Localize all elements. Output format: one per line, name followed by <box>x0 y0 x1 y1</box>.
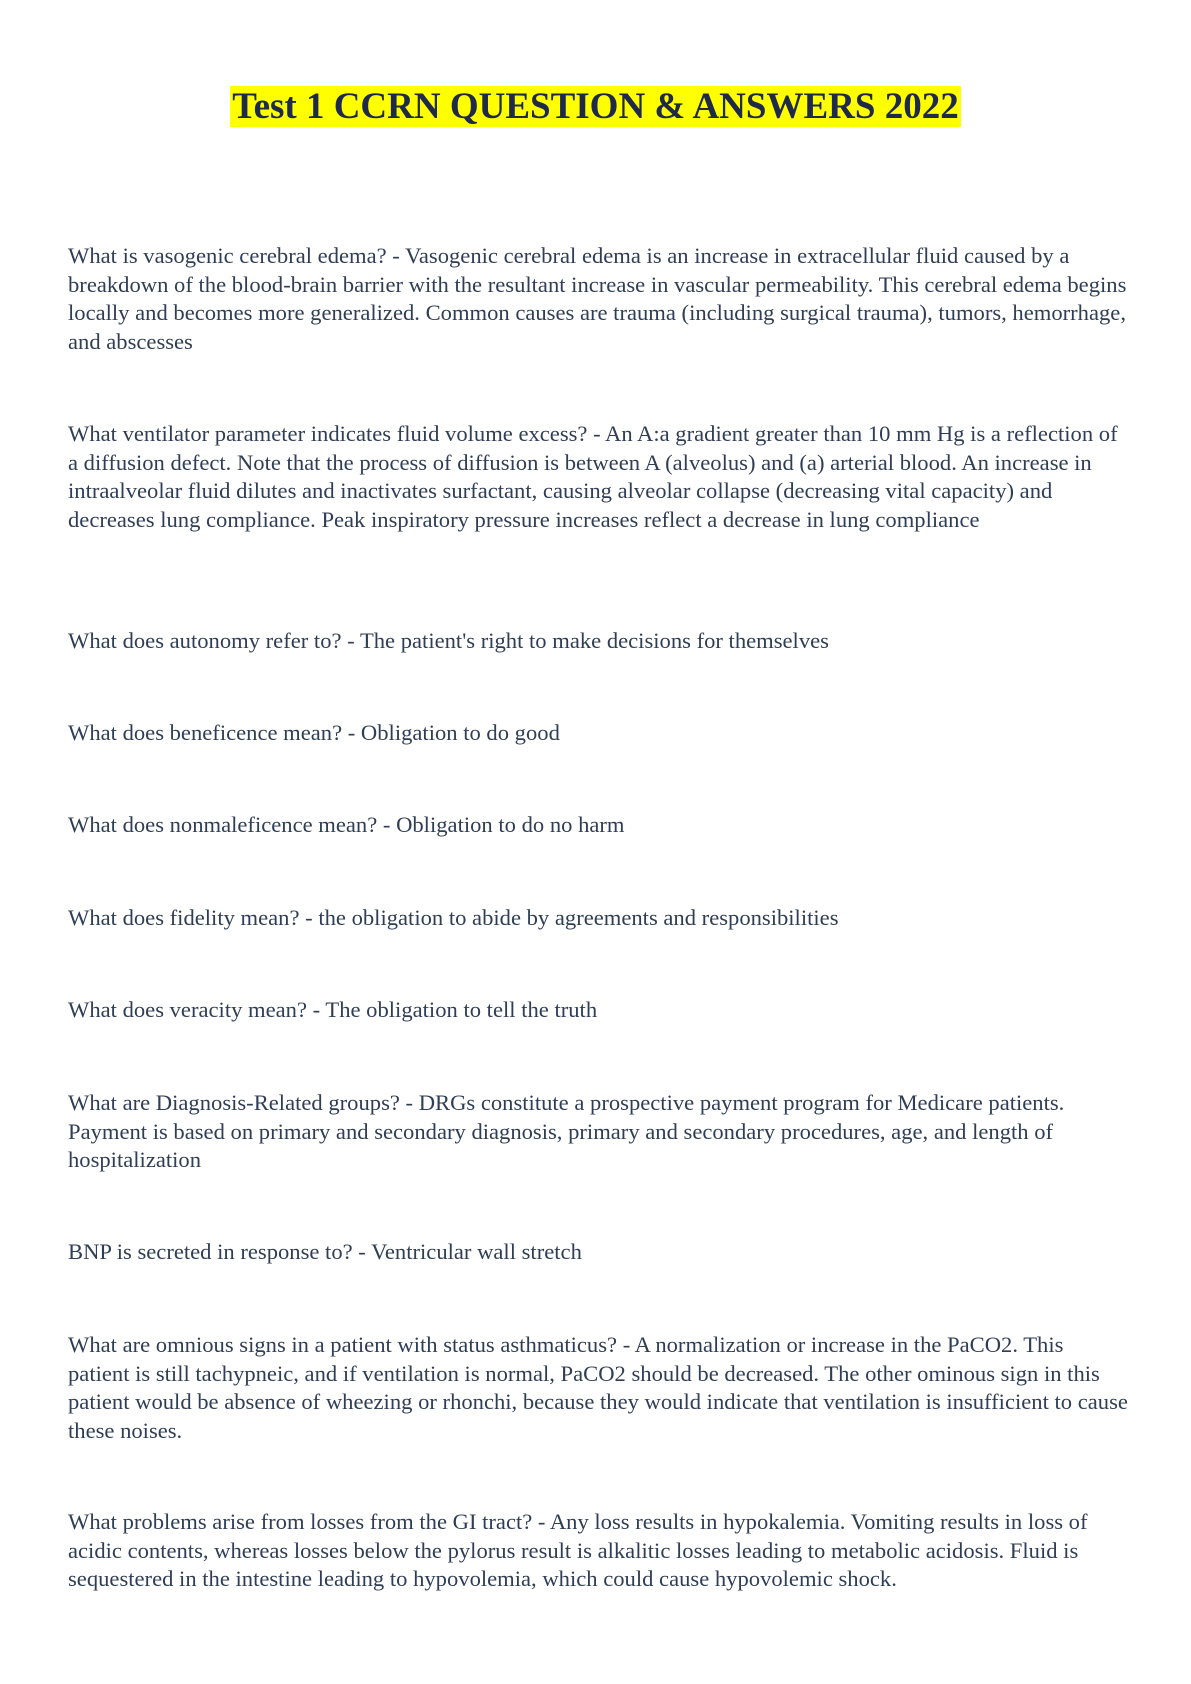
qa-item-autonomy: What does autonomy refer to? - The patient's right to make decisions for themselves <box>68 628 829 653</box>
qa-item-fidelity: What does fidelity mean? - the obligation to abide by agreements and responsibilities <box>68 905 839 930</box>
qa-item-vasogenic-edema: What is vasogenic cerebral edema? - Vasogenic cerebral edema is an increase in extracellular fluid caused by a breakdown of the blood-brain barrier with the resultant increase in vascular permeability. This cerebral edema begins locally and becomes more generalized. Common causes are trauma (including surgical trauma), tumors, hemorrhage, and abscesses <box>68 243 1127 354</box>
page-title <box>0 86 1191 128</box>
page-title-text: Test 1 CCRN QUESTION & ANSWERS 2022 <box>232 86 959 127</box>
qa-item-gi-losses: What problems arise from losses from the GI tract? - Any loss results in hypokalemia. Vomiting results in loss of acidic contents, whereas losses below the pylorus result is alkalitic losses leading to metabolic acidosis. Fluid is sequestered in the intestine leading to hypovolemia, which could cause hypovolemic shock. <box>68 1509 1088 1592</box>
qa-item-veracity: What does veracity mean? - The obligation to tell the truth <box>68 997 598 1022</box>
qa-item-fluid-volume-excess: What ventilator parameter indicates fluid volume excess? - An A:a gradient greater than 10 mm Hg is a reflection of a diffusion defect. Note that the process of diffusion is between A (alveolus) and (a) arterial blood. An increase in intraalveolar fluid dilutes and inactivates surfactant, causing alveolar collapse (decreasing vital capacity) and decreases lung compliance. Peak inspiratory pressure increases reflect a decrease in lung compliance <box>68 421 1118 532</box>
qa-item-status-asthmaticus: What are omnious signs in a patient with status asthmaticus? - A normalization or increase in the PaCO2. This patient is still tachypneic, and if ventilation is normal, PaCO2 should be decreased. The other ominous sign in this patient would be absence of wheezing or rhonchi, because they would indicate that ventilation is insufficient to cause these noises. <box>68 1332 1128 1443</box>
qa-item-drg: What are Diagnosis-Related groups? - DRGs constitute a prospective payment program for Medicare patients. Payment is based on primary and secondary diagnosis, primary and secondary procedures, age, and length of hospitalization <box>68 1090 1065 1173</box>
qa-item-beneficence: What does beneficence mean? - Obligation to do good <box>68 720 560 745</box>
qa-item-bnp: BNP is secreted in response to? - Ventricular wall stretch <box>68 1239 582 1264</box>
qa-item-nonmaleficence: What does nonmaleficence mean? - Obligation to do no harm <box>68 812 625 837</box>
